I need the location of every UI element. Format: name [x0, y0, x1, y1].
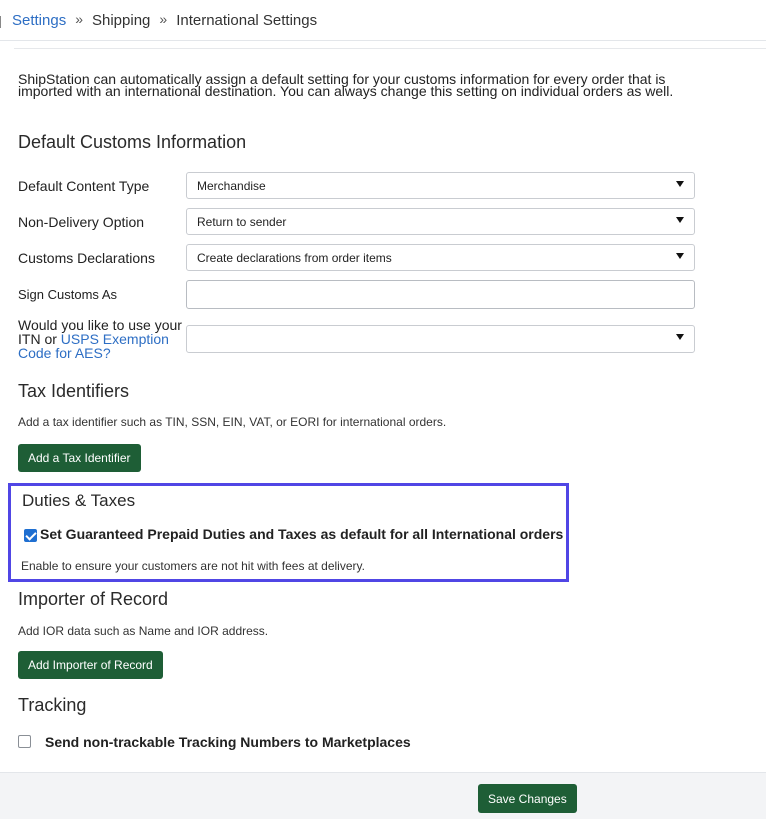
customs-declarations-label: Customs Declarations — [18, 250, 155, 266]
usps-exemption-link[interactable]: USPS Exemption Code for AES? — [18, 331, 169, 361]
content-type-value: Merchandise — [197, 178, 266, 193]
itn-label — [18, 318, 190, 360]
save-changes-button[interactable]: Save Changes — [478, 784, 577, 813]
tracking-heading: Tracking — [18, 695, 87, 715]
customs-heading: Default Customs Information — [18, 132, 247, 152]
non-delivery-label: Non-Delivery Option — [18, 214, 145, 230]
non-trackable-label: Send non-trackable Tracking Numbers to Marketplaces — [45, 734, 411, 750]
itn-label-text: Would you like to use your ITN or — [18, 317, 182, 347]
footer-bar — [0, 772, 766, 819]
breadcrumb-separator: » — [75, 10, 83, 27]
top-bar — [0, 0, 766, 41]
duties-heading: Duties & Taxes — [22, 491, 136, 510]
breadcrumb-settings-link[interactable]: Settings — [12, 12, 67, 29]
importer-heading: Importer of Record — [18, 589, 169, 609]
tax-description: Add a tax identifier such as TIN, SSN, EIN, VAT, or EORI for international orders. — [18, 415, 447, 429]
content-type-label: Default Content Type — [18, 178, 150, 194]
prepaid-duties-note: Enable to ensure your customers are not hit with fees at delivery. — [21, 559, 365, 573]
importer-description: Add IOR data such as Name and IOR address. — [18, 624, 269, 638]
divider — [14, 48, 766, 49]
intro-text: ShipStation can automatically assign a default setting for your customs information for every order that is imported with an international destination. You can always change this setting on individual orders as well. — [18, 71, 674, 99]
duties-section — [8, 483, 569, 582]
tax-heading: Tax Identifiers — [18, 381, 130, 401]
non-delivery-select[interactable] — [186, 208, 695, 235]
prepaid-duties-checkbox[interactable] — [24, 529, 37, 542]
caret-down-icon — [676, 253, 684, 259]
prepaid-duties-label: Set Guaranteed Prepaid Duties and Taxes as default for all International orders — [40, 526, 564, 542]
add-importer-button[interactable]: Add Importer of Record — [18, 651, 163, 679]
edge-marker — [0, 16, 3, 28]
customs-declarations-select[interactable] — [186, 244, 695, 271]
sign-customs-input[interactable] — [186, 280, 695, 309]
add-tax-identifier-button[interactable]: Add a Tax Identifier — [18, 444, 141, 472]
caret-down-icon — [676, 334, 684, 340]
customs-declarations-value: Create declarations from order items — [197, 250, 392, 265]
breadcrumb-current-page: International Settings — [176, 12, 318, 29]
non-trackable-checkbox[interactable] — [18, 735, 31, 748]
content-type-select[interactable] — [186, 172, 695, 199]
breadcrumb-separator: » — [159, 10, 168, 27]
breadcrumb-shipping: Shipping — [92, 12, 151, 29]
itn-select[interactable] — [186, 325, 695, 353]
caret-down-icon — [676, 181, 684, 187]
sign-customs-label: Sign Customs As — [18, 287, 117, 302]
non-delivery-value: Return to sender — [197, 214, 287, 229]
breadcrumb — [12, 12, 317, 29]
caret-down-icon — [676, 217, 684, 223]
